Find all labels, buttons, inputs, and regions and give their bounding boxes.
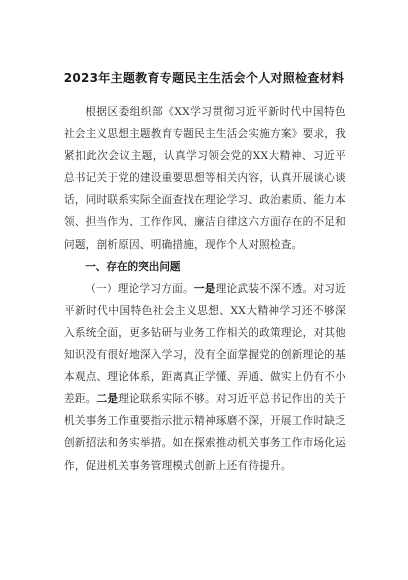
point-two-label: 二是: [96, 393, 119, 406]
document-body: [64, 101, 346, 477]
document-title: 2023年主题教育专题民主生活会个人对照检查材料: [63, 71, 345, 85]
point-two-text: 理论联系实际不够。对习近平总书记作出的关于机关事务工作重要指示批示精神琢磨不深，开展工作时缺乏创新招法和务实举措。如在探索推动机关事务工作市场化运作，促进机关事务管理模式创新上还有待提升。: [64, 393, 347, 472]
point-one-label: 一是: [193, 282, 216, 295]
intro-paragraph: 根据区委组织部《XX学习贯彻习近平新时代中国特色社会主义思想主题教育专题民主生活会实施方案》要求，我紧扣此次会议主题，认真学习领会党的XX大精神、习近平总书记关于党的建设重要思想等相关内容，认真开展谈心谈话，同时联系实际全面查找在理论学习、政治素质、能力本领、担当作为、工作作风、廉洁自律这六方面存在的不足和问题，剖析原因、明确措施，现作个人对照检查。: [64, 106, 346, 251]
theory-study-paragraph: [64, 278, 346, 477]
point-one-text: 理论武装不深不透。对习近平新时代中国特色社会主义思想、XX大精神学习还不够深入系统全面，更多钻研与业务工作相关的政策理论，对其他知识没有很好地深入学习，没有全面掌握党的创新理论的基本观点、理论体系，距离真正学懂、弄通、做实上仍有不小差距。: [64, 282, 347, 406]
section-heading: 一、存在的突出问题: [85, 260, 181, 273]
subsection-label: （一）理论学习方面。: [85, 282, 194, 295]
